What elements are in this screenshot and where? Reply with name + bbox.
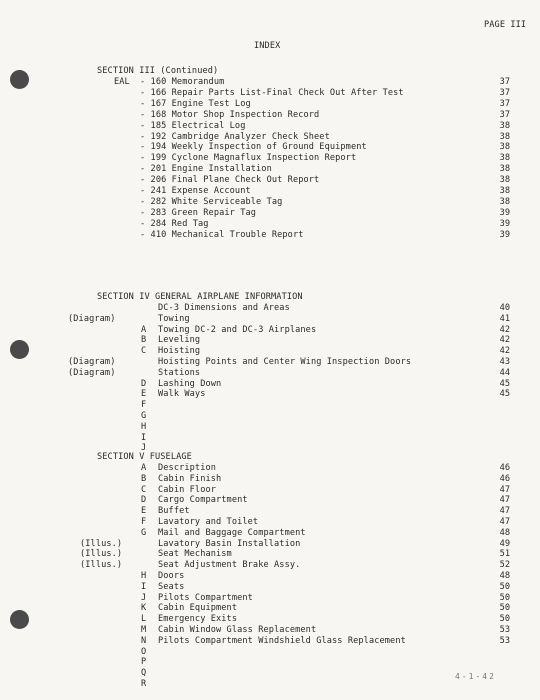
index-entry-page: 38	[499, 153, 510, 164]
index-entry-page: 53	[499, 625, 510, 635]
index-entry-letter: A	[141, 324, 147, 335]
index-entry-page: 47	[499, 484, 510, 495]
index-entry-letter: I	[141, 581, 147, 592]
index-entry-text: - 167 Engine Test Log	[140, 98, 251, 109]
index-entry-text: Pilots Compartment	[158, 592, 253, 603]
index-entry-page: 38	[499, 186, 510, 196]
index-entry-letter: F	[141, 400, 147, 411]
index-entry-text: - 160 Memorandum	[140, 77, 225, 87]
index-entry-page: 50	[499, 581, 510, 592]
page-label: PAGE III	[484, 20, 527, 30]
index-entry-text: Lavatory and Toilet	[158, 517, 259, 527]
index-entry-page: 46	[499, 473, 510, 484]
index-entry-letter: K	[141, 603, 147, 614]
index-entry-text: Buffet	[158, 506, 190, 517]
index-entry-text: Lavatory Basin Installation	[158, 538, 301, 549]
index-entry-text: Doors	[158, 571, 185, 581]
index-entry-page: 38	[499, 142, 510, 153]
index-entry-page: 46	[499, 463, 510, 473]
index-entry-text: - 201 Engine Installation	[140, 164, 272, 175]
index-entry-text: Hoisting	[158, 346, 201, 357]
index-entry-page: 39	[499, 229, 510, 240]
index-entry-page: 38	[499, 164, 510, 175]
index-entry-text: Seat Adjustment Brake Assy.	[158, 560, 301, 571]
footer-mark: 4-1-42	[455, 672, 496, 681]
index-entry-text: Seats	[158, 581, 185, 592]
index-entry-text: Towing	[158, 313, 190, 324]
index-entry-text: Emergency Exits	[158, 614, 238, 625]
index-entry-text: Stations	[158, 367, 201, 378]
index-entry-letter: G	[141, 527, 147, 538]
index-entry-page: 38	[499, 120, 510, 131]
index-entry-text: Leveling	[158, 335, 201, 346]
index-entry-letter: Q	[141, 668, 147, 679]
index-entry-page: 41	[499, 313, 510, 324]
index-entry-note: (Diagram)	[68, 313, 116, 324]
index-entry-page: 42	[499, 335, 510, 346]
index-entry-page: 38	[499, 131, 510, 142]
index-entry-letter: L	[141, 614, 147, 625]
index-entry-page: 38	[499, 196, 510, 207]
index-entry-page: 47	[499, 495, 510, 506]
section-3-prefix: EAL	[114, 77, 130, 87]
index-title: INDEX	[254, 41, 281, 51]
punch-hole	[10, 610, 29, 629]
index-entry-page: 42	[499, 346, 510, 357]
index-entry-note: (Illus.)	[80, 549, 123, 560]
index-entry-text: Cabin Window Glass Replacement	[158, 625, 317, 635]
index-entry-text: Cabin Equipment	[158, 603, 238, 614]
index-entry-page: 50	[499, 603, 510, 614]
punch-hole	[10, 340, 29, 359]
index-entry-text: - 283 Green Repair Tag	[140, 207, 257, 218]
index-entry-page: 38	[499, 175, 510, 186]
index-entry-letter: B	[141, 335, 147, 346]
index-entry-text: Walk Ways	[158, 389, 206, 400]
index-entry-page: 37	[499, 87, 510, 98]
index-entry-letter: D	[141, 495, 147, 506]
index-entry-letter: F	[141, 517, 147, 527]
index-entry-page: 37	[499, 109, 510, 120]
index-entry-text: Pilots Compartment Windshield Glass Replacement	[158, 635, 406, 646]
index-entry-page: 50	[499, 592, 510, 603]
index-entry-note: (Illus.)	[80, 560, 123, 571]
index-entry-text: - 194 Weekly Inspection of Ground Equipment	[140, 142, 367, 153]
index-entry-text: Mail and Baggage Compartment	[158, 527, 306, 538]
index-entry-page: 39	[499, 218, 510, 229]
index-entry-page: 52	[499, 560, 510, 571]
index-entry-page: 49	[499, 538, 510, 549]
section-4-heading: SECTION IV GENERAL AIRPLANE INFORMATION	[97, 292, 303, 302]
index-entry-letter: N	[141, 635, 147, 646]
index-entry-letter: E	[141, 389, 147, 400]
index-entry-letter: D	[141, 378, 147, 389]
index-entry-text: DC-3 Dimensions and Areas	[158, 303, 290, 313]
index-entry-page: 48	[499, 527, 510, 538]
section-5-heading: SECTION V FUSELAGE	[97, 452, 192, 462]
index-entry-page: 45	[499, 378, 510, 389]
index-entry-page: 40	[499, 303, 510, 313]
index-entry-page: 39	[499, 207, 510, 218]
index-entry-letter: O	[141, 646, 147, 657]
section-3-heading: SECTION III (Continued)	[97, 66, 219, 76]
index-entry-letter: M	[141, 625, 147, 635]
index-entry-page: 42	[499, 324, 510, 335]
index-entry-letter: E	[141, 506, 147, 517]
index-entry-letter: J	[141, 443, 147, 454]
index-entry-page: 45	[499, 389, 510, 400]
index-entry-letter: C	[141, 346, 147, 357]
index-entry-letter: I	[141, 432, 147, 443]
index-entry-letter: J	[141, 592, 147, 603]
index-entry-letter: H	[141, 571, 147, 581]
index-entry-letter: C	[141, 484, 147, 495]
index-entry-text: - 168 Motor Shop Inspection Record	[140, 109, 320, 120]
index-entry-text: Towing DC-2 and DC-3 Airplanes	[158, 324, 317, 335]
index-entry-page: 48	[499, 571, 510, 581]
index-entry-text: - 192 Cambridge Analyzer Check Sheet	[140, 131, 330, 142]
index-entry-page: 47	[499, 517, 510, 527]
index-entry-text: - 206 Final Plane Check Out Report	[140, 175, 320, 186]
index-entry-text: Lashing Down	[158, 378, 222, 389]
punch-hole	[10, 70, 29, 89]
index-entry-text: Cargo Compartment	[158, 495, 248, 506]
index-entry-letter: B	[141, 473, 147, 484]
index-entry-page: 51	[499, 549, 510, 560]
index-entry-note: (Illus.)	[80, 538, 123, 549]
index-entry-text: - 241 Expense Account	[140, 186, 251, 196]
index-entry-page: 50	[499, 614, 510, 625]
index-entry-text: - 282 White Serviceable Tag	[140, 196, 283, 207]
index-entry-note: (Diagram)	[68, 357, 116, 367]
index-entry-text: - 410 Mechanical Trouble Report	[140, 229, 304, 240]
index-entry-letter: A	[141, 463, 147, 473]
index-entry-text: Hoisting Points and Center Wing Inspection Doors	[158, 357, 412, 367]
index-entry-text: Seat Mechanism	[158, 549, 232, 560]
index-entry-letter: H	[141, 421, 147, 432]
index-entry-text: - 185 Electrical Log	[140, 120, 246, 131]
index-entry-page: 53	[499, 635, 510, 646]
index-entry-text: - 166 Repair Parts List-Final Check Out After Test	[140, 87, 404, 98]
index-entry-page: 47	[499, 506, 510, 517]
index-entry-letter: G	[141, 411, 147, 421]
index-entry-text: Cabin Finish	[158, 473, 222, 484]
index-entry-page: 37	[499, 98, 510, 109]
index-entry-note: (Diagram)	[68, 367, 116, 378]
index-entry-letter: R	[141, 679, 147, 689]
index-entry-letter: P	[141, 657, 147, 668]
index-entry-page: 43	[499, 357, 510, 367]
index-entry-text: Cabin Floor	[158, 484, 217, 495]
index-entry-text: - 199 Cyclone Magnaflux Inspection Report	[140, 153, 357, 164]
index-entry-text: Description	[158, 463, 217, 473]
index-entry-text: - 284 Red Tag	[140, 218, 209, 229]
index-entry-page: 44	[499, 367, 510, 378]
index-entry-page: 37	[499, 77, 510, 87]
